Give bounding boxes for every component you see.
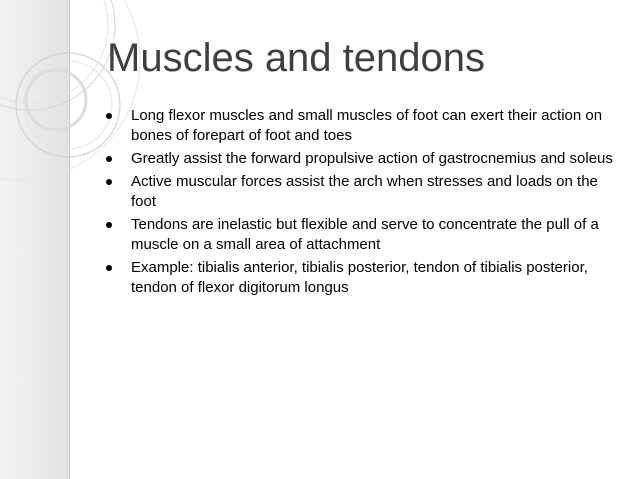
slide-title: Muscles and tendons — [107, 36, 486, 80]
bullet-text: Long flexor muscles and small muscles of foot can exert their action on bones of forepart of foot and toes — [131, 107, 603, 144]
bullet-text: Greatly assist the forward propulsive action of gastrocnemius and soleus — [131, 150, 613, 167]
bullet-text: Example: tibialis anterior, tibialis posterior, tendon of tibialis posterior, tendon of flexor digitorum longus — [131, 259, 588, 296]
decorative-arc — [24, 61, 112, 149]
bullet-list — [104, 106, 624, 301]
bullet-text: Tendons are inelastic but flexible and serve to concentrate the pull of a muscle on a small area of attachment — [131, 216, 599, 253]
decorative-arc — [26, 70, 86, 130]
decorative-arc — [0, 0, 108, 103]
bullet-dot-icon — [106, 265, 112, 271]
bullet-dot-icon — [106, 179, 112, 185]
bullet-dot-icon — [106, 156, 112, 162]
bullet-text: Active muscular forces assist the arch when stresses and loads on the foot — [131, 173, 598, 210]
bullet-item — [104, 172, 624, 212]
bullet-item — [104, 106, 624, 146]
bullet-item — [104, 149, 624, 169]
bullet-dot-icon — [106, 222, 112, 228]
bullet-dot-icon — [106, 113, 112, 119]
bullet-item — [104, 215, 624, 255]
bullet-item — [104, 258, 624, 298]
